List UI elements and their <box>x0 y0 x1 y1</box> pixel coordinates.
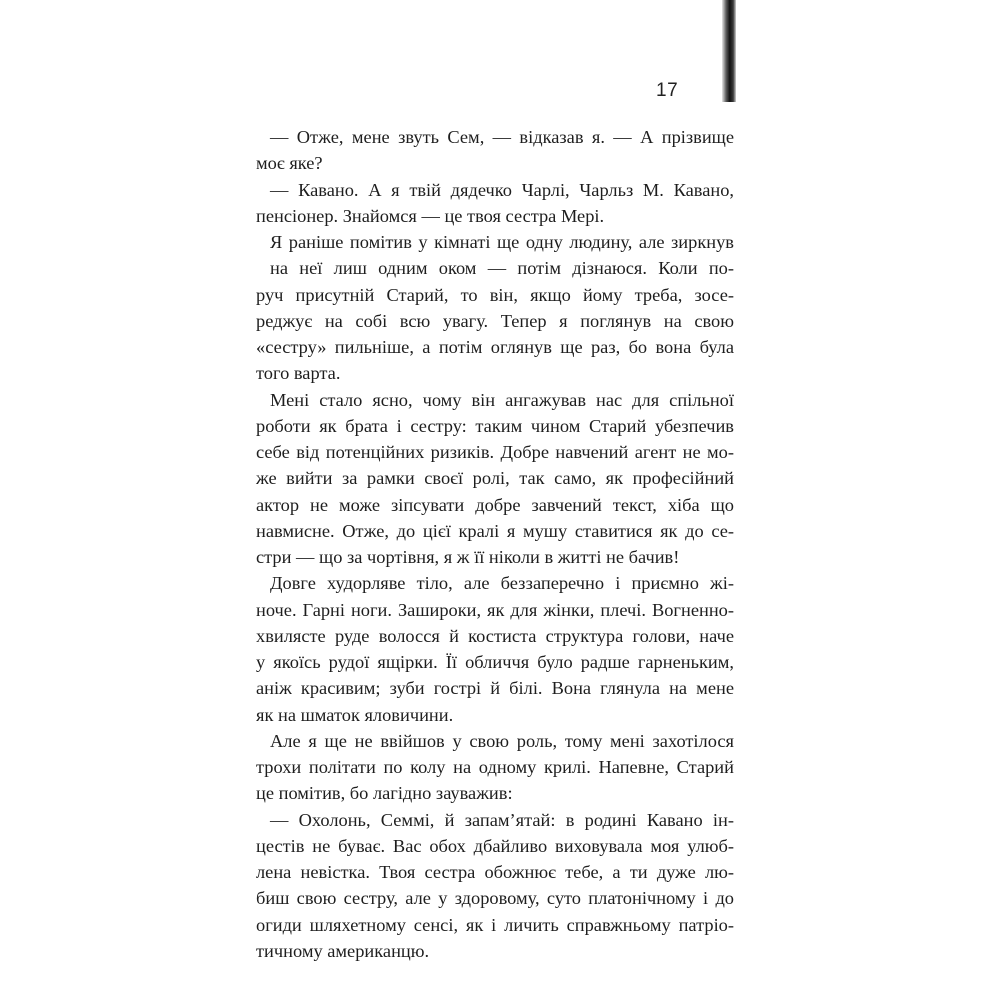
text-line: огиди шляхетному сенсі, як і личить справжньому патріо- <box>256 914 734 935</box>
text-line: себе від потенційних ризиків. Добре навчений агент не мо- <box>256 442 734 462</box>
text-line: моє яке? <box>256 153 323 174</box>
text-line: як на шматок яловичини. <box>256 704 454 725</box>
text-line: у якоїсь рудої ящірки. Її обличчя було радше гарненьким, <box>256 652 734 672</box>
text-line: — Кавано. А я твій дядечко Чарлі, Чарльз М. Кавано, <box>270 179 734 200</box>
text-line: Але я ще не ввійшов у свою роль, тому мені захотілося <box>270 730 734 751</box>
text-line: Довге худорляве тіло, але беззаперечно і приємно жі- <box>270 573 734 594</box>
text-line: Мені стало ясно, чому він ангажував нас для спільної <box>270 389 734 410</box>
text-line: того варта. <box>256 363 341 384</box>
text-line: — Охолонь, Семмі, й запам’ятай: в родині Кавано ін- <box>270 809 734 830</box>
text-line: реджує на собі всю увагу. Тепер я поглянув на свою <box>256 310 734 331</box>
text-line: аніж красивим; зуби гострі й білі. Вона глянула на мене <box>256 678 734 699</box>
text-line: тичному американцю. <box>256 940 430 961</box>
text-line: трохи політати по колу на одному крилі. Напевне, Старий <box>256 757 734 777</box>
page-number: 17 <box>656 80 679 101</box>
text-line: ноче. Гарні ноги. Зашироки, як для жінки, плечі. Вогненно- <box>256 599 734 620</box>
text-line: хвилясте руде волосся й костиста структура голови, наче <box>256 625 734 646</box>
text-line: стри — що за чортівня, я ж її ніколи в житті не бачив! <box>256 547 680 567</box>
page-edge-shadow <box>722 0 736 102</box>
text-line: биш свою сестру, але у здоровому, суто платонічному і до <box>256 888 734 909</box>
text-line: руч присутній Старий, то він, якщо йому треба, зосе- <box>256 284 734 305</box>
text-line: пенсіонер. Знайомся — це твоя сестра Мері. <box>256 205 605 226</box>
text-line: навмисне. Отже, до цієї кралі я мушу ставитися як до се- <box>256 520 734 541</box>
text-line: — Отже, мене звуть Сем, — відказав я. — А прізвище <box>270 127 734 147</box>
text-line: це помітив, бо лагідно зауважив: <box>256 783 513 804</box>
text-line: же вийти за рамки своєї ролі, так само, як професійний <box>256 468 734 489</box>
text-line: цестів не буває. Вас обох дбайливо виховувала моя улюб- <box>256 835 734 856</box>
text-line: «сестру» пильніше, а потім оглянув ще раз, бо вона була <box>256 337 734 357</box>
text-line: актор не може зіпсувати добре завчений текст, хіба що <box>256 494 734 515</box>
body-text <box>256 124 734 964</box>
text-line: роботи як брата і сестру: таким чином Старий убезпечив <box>256 415 734 436</box>
text-line: лена невістка. Твоя сестра обожнює тебе, а ти дуже лю- <box>256 862 734 882</box>
text-line: Я раніше помітив у кімнаті ще одну людину, але зиркнув на неї лиш одним оком — потім дізнаюся. Коли по- <box>270 232 734 279</box>
